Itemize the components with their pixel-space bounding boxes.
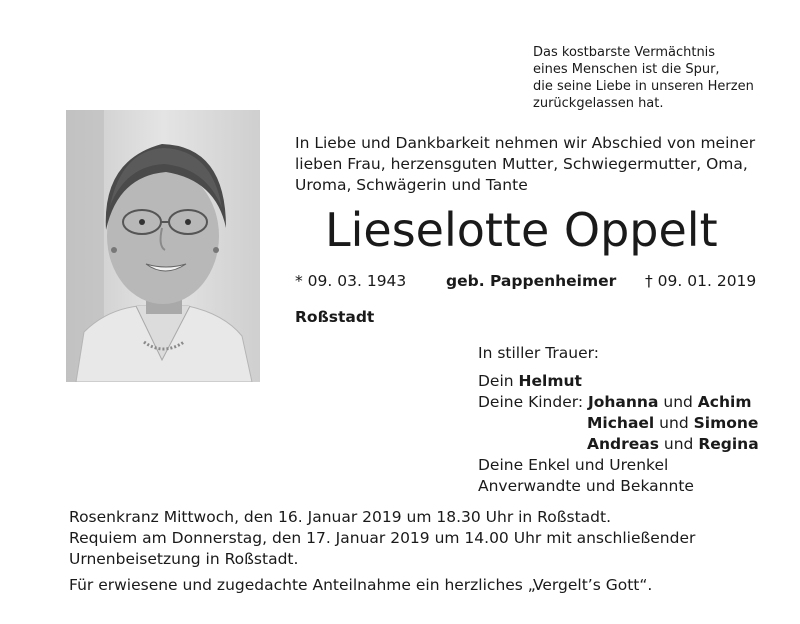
maiden-name: geb. Pappenheimer <box>446 272 617 290</box>
footer-line: Urnenbeisetzung in Roßstadt. <box>69 550 299 568</box>
quote-line: Das kostbarste Vermächtnis <box>533 45 716 60</box>
husband-name: Helmut <box>518 372 582 390</box>
birth-date: * 09. 03. 1943 <box>295 272 407 290</box>
partner-name: Regina <box>698 435 759 453</box>
footer-line: Rosenkranz Mittwoch, den 16. Januar 2019 um 18.30 Uhr in Roßstadt. <box>69 508 612 526</box>
portrait-photo <box>66 110 260 382</box>
conjunction: und <box>654 414 694 432</box>
quote-line: die seine Liebe in unseren Herzen <box>533 79 754 94</box>
mourner-relatives: Anverwandte und Bekannte <box>478 477 694 495</box>
deceased-name: Lieselotte Oppelt <box>325 203 718 257</box>
partner-name: Achim <box>697 393 752 411</box>
mourner-husband <box>478 371 798 392</box>
mourner-prefix: Deine Kinder: <box>478 393 588 411</box>
footer-line: Für erwiesene und zugedachte Anteilnahme ein herzliches „Vergelt’s Gott“. <box>69 576 653 594</box>
memorial-quote <box>533 44 793 112</box>
partner-name: Simone <box>693 414 759 432</box>
footer-line: Requiem am Donnerstag, den 17. Januar 2019 um 14.00 Uhr mit anschließender <box>69 529 696 547</box>
mourner-children <box>478 413 798 434</box>
death-date: † 09. 01. 2019 <box>645 272 757 290</box>
mourner-children <box>478 392 798 413</box>
child-name: Michael <box>587 414 655 432</box>
mourner-grandchildren: Deine Enkel und Urenkel <box>478 456 669 474</box>
child-name: Johanna <box>587 393 659 411</box>
child-name: Andreas <box>587 435 659 453</box>
intro-text <box>295 133 775 196</box>
mourners-list <box>478 343 798 497</box>
mourners-heading: In stiller Trauer: <box>478 344 599 362</box>
mourner-children <box>478 434 798 455</box>
quote-line: eines Menschen ist die Spur, <box>533 62 720 77</box>
portrait-image <box>66 110 260 382</box>
intro-line: In Liebe und Dankbarkeit nehmen wir Abschied von meiner <box>295 134 756 152</box>
hometown: Roßstadt <box>295 308 375 326</box>
intro-line: Uroma, Schwägerin und Tante <box>295 176 528 194</box>
intro-line: lieben Frau, herzensguten Mutter, Schwiegermutter, Oma, <box>295 155 748 173</box>
service-details <box>69 507 769 596</box>
mourner-prefix: Dein <box>478 372 519 390</box>
conjunction: und <box>658 435 699 453</box>
quote-line: zurückgelassen hat. <box>533 96 664 111</box>
conjunction: und <box>658 393 698 411</box>
